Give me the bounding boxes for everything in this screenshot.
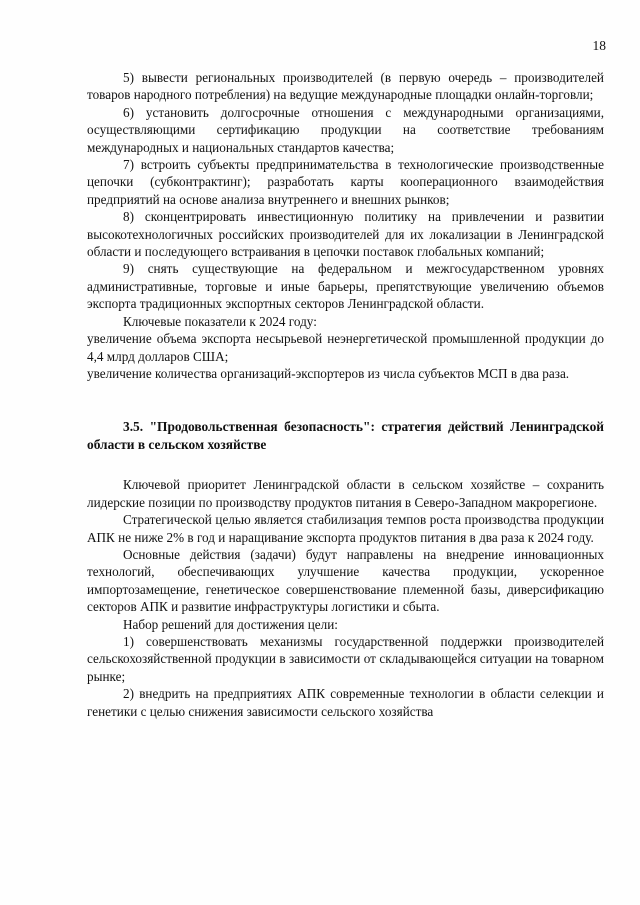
list-item-9: 9) снять существующие на федеральном и межгосударственном уровнях административные, торговые и иные барьеры, препятствующие увеличению объемов экспорта традиционных экспортных секторов Ленинградской области. — [87, 261, 604, 312]
key-indicator-export: увеличение объема экспорта несырьевой неэнергетической промышленной продукции до 4,4 млрд долларов США; — [87, 331, 604, 364]
key-indicator-exporters: увеличение количества организаций-экспортеров из числа субъектов МСП в два раза. — [87, 365, 570, 381]
list-item-8: 8) сконцентрировать инвестиционную политику на привлечении и развитии высокотехнологичных российских производителей для их локализации в Ленинградской области и последующего встраивания в цепочки поставок глобальных компаний; — [87, 209, 604, 260]
priority-paragraph: Ключевой приоритет Ленинградской области в сельском хозяйстве – сохранить лидерские позиции по производству продуктов питания в Северо-Западном макрорегионе. — [87, 477, 604, 510]
list-item-5: 5) вывести региональных производителей (в первую очередь – производителей товаров народного потребления) на ведущие международные площадки онлайн-торговли; — [87, 70, 604, 103]
list-item-7: 7) встроить субъекты предпринимательства в технологические производственные цепочки (субконтрактинг); разработать карты кооперационного взаимодействия предприятий на основе анализа внутреннего и внешних рынков; — [87, 157, 604, 207]
section-heading: 3.5. "Продовольственная безопасность": стратегия действий Ленинградской области в сельском хозяйстве — [87, 419, 604, 453]
section-spacer — [87, 382, 604, 418]
list-item-6: 6) установить долгосрочные отношения с международными организациями, осуществляющими сертификацию продукции на соответствие требованиям международных и национальных стандартов качества; — [87, 104, 604, 155]
solution-item-1: 1) совершенствовать механизмы государственной поддержки производителей сельскохозяйственной продукции в зависимости от складывающейся ситуации на товарном рынке; — [87, 633, 604, 684]
tasks-paragraph: Основные действия (задачи) будут направлены на внедрение инновационных технологий, обеспечивающих улучшение качества продукции, ускоренное импортозамещение, генетическое совершенствование племенной базы, диверсификацию секторов АПК и развитие инфраструктуры логистики и сбыта. — [87, 546, 604, 615]
document-body — [87, 69, 604, 720]
solution-item-2: 2) внедрить на предприятиях АПК современные технологии в области селекции и генетики с целью снижения зависимости сельского хозяйства — [87, 686, 604, 719]
key-indicators-intro: Ключевые показатели к 2024 году: — [123, 313, 317, 329]
heading-spacer — [87, 454, 604, 476]
solutions-intro: Набор решений для достижения цели: — [123, 616, 338, 632]
page-number: 18 — [592, 38, 606, 53]
goal-paragraph: Стратегической целью является стабилизация темпов роста производства продукции АПК не ниже 2% в год и наращивание экспорта продуктов питания в два раза к 2024 году. — [87, 512, 604, 545]
